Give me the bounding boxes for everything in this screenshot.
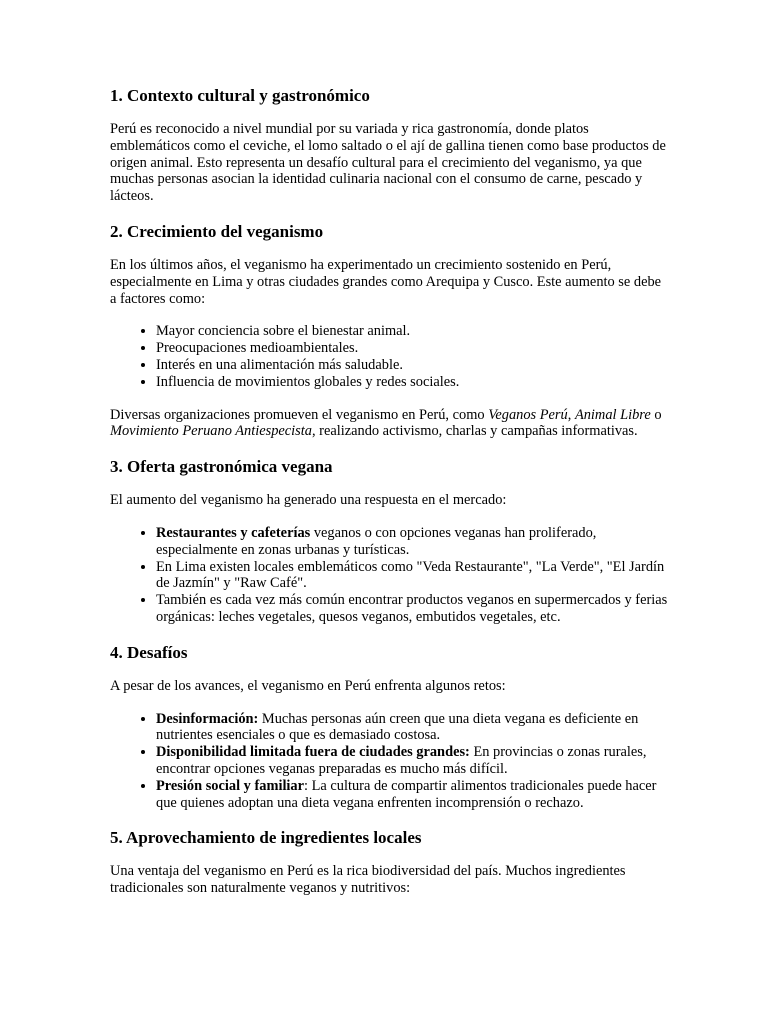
list-item [156, 592, 670, 626]
list-item-text: : La cultura de compartir alimentos tradicionales puede hacer que quienes adoptan una dieta vegana enfrenten incomprensión o rechazo. [156, 777, 657, 811]
list-item: • Influencia de movimientos globales y redes sociales. [156, 374, 670, 391]
list-item: • Preocupaciones medioambientales. [156, 340, 670, 357]
list-item [156, 525, 670, 559]
text-span: o [650, 406, 662, 423]
section-4-list [110, 711, 670, 812]
text-span: Diversas organizaciones promueven el veganismo en Perú, como [110, 406, 489, 423]
section-5-paragraph: Una ventaja del veganismo en Perú es la rica biodiversidad del país. Muchos ingredientes tradicionales son naturalmente veganos y nutritivos: [110, 863, 626, 897]
section-1-heading: 1. Contexto cultural y gastronómico [110, 86, 370, 105]
list-item [156, 778, 670, 812]
section-3-heading: 3. Oferta gastronómica vegana [110, 457, 333, 477]
section-4-heading: 4. Desafíos [110, 642, 188, 662]
list-item-text: También es cada vez más común encontrar productos veganos en supermercados y ferias orgánicas: leches vegetales, quesos veganos, embutidos vegetales, etc. [156, 592, 668, 625]
section-4-paragraph: A pesar de los avances, el veganismo en Perú enfrenta algunos retos: [110, 677, 506, 694]
list-item [156, 711, 670, 745]
text-span: , [567, 406, 575, 423]
list-item-text: En provincias o zonas rurales, encontrar opciones veganas preparadas es mucho más difícil. [156, 744, 647, 777]
list-item-bold: Restaurantes y cafeterías [156, 524, 311, 541]
text-span: , realizando activismo, charlas y campañas informativas. [311, 423, 638, 440]
list-item-bold: Disponibilidad limitada fuera de ciudades grandes: [156, 744, 470, 761]
list-item-text: veganos o con opciones veganas han proliferado, especialmente en zonas urbanas y turísticas. [156, 524, 597, 558]
org-name: Veganos Perú [488, 406, 568, 423]
section-2-list [110, 323, 670, 390]
list-item: • Mayor conciencia sobre el bienestar animal. [156, 323, 670, 340]
section-3-paragraph: El aumento del veganismo ha generado una respuesta en el mercado: [110, 492, 507, 509]
org-name: Movimiento Peruano Antiespecista [110, 423, 312, 440]
section-2-heading: 2. Crecimiento del veganismo [110, 221, 324, 241]
section-2-paragraph: En los últimos años, el veganismo ha experimentado un crecimiento sostenido en Perú, especialmente en Lima y otras ciudades grandes como Arequipa y Cusco. Este aumento se debe a factores como: [110, 256, 662, 307]
list-item [156, 744, 670, 778]
org-name: Animal Libre [574, 406, 651, 423]
list-item-bold: Presión social y familiar [156, 777, 305, 794]
list-item-bold: Desinformación: [156, 710, 259, 727]
list-item-text: En Lima existen locales emblemáticos como "Veda Restaurante", "La Verde", "El Jardín de Jazmín" y "Raw Café". [156, 558, 665, 592]
section-3-list [110, 525, 670, 626]
document-page [110, 85, 670, 897]
list-item [156, 559, 670, 593]
section-5-heading: 5. Aprovechamiento de ingredientes locales [110, 828, 422, 848]
list-item: • Interés en una alimentación más saludable. [156, 357, 670, 374]
section-2-organizations-paragraph [110, 407, 670, 441]
section-1-paragraph: Perú es reconocido a nivel mundial por su variada y rica gastronomía, donde platos emblemáticos como el ceviche, el lomo saltado o el ají de gallina tienen como base productos de origen animal. Esto representa un desafío cultural para el crecimiento del veganismo, ya que muchas personas asocian la identidad culinaria nacional con el consumo de carne, pescado y lácteos. [110, 121, 666, 205]
list-item-text: Muchas personas aún creen que una dieta vegana es deficiente en nutrientes esenciales o que es demasiado costosa. [156, 710, 639, 744]
